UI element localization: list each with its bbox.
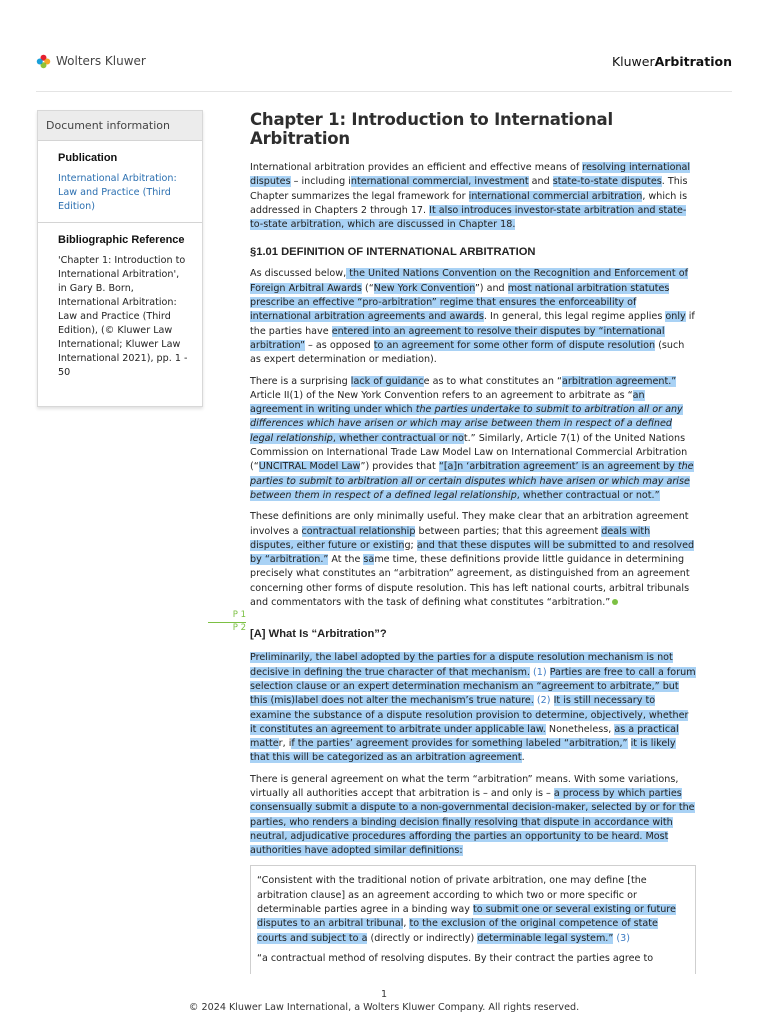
highlighted-text: the parties to submit to arbitration all or certain disputes which have arisen or which may arise between them in respect of a defined legal relationship: [250, 461, 694, 501]
highlighted-text: New York Convention: [373, 282, 475, 294]
highlighted-text: entered into an agreement to resolve their disputes by “international arbitration”: [250, 325, 665, 351]
highlighted-text: international commercial arbitration: [468, 190, 643, 202]
text-run: e as to what constitutes an “: [423, 375, 563, 387]
text-run: ”) and: [474, 282, 508, 294]
text-run: ”) provides that: [360, 461, 439, 473]
page-footer: [0, 988, 768, 1014]
highlighted-text: nternational commercial, investment: [350, 176, 529, 188]
wolters-kluwer-logo-icon: [36, 54, 51, 69]
product-bold: Arbitration: [654, 53, 732, 69]
highlighted-text: it is likely that this will be categorized as an arbitration agreement: [250, 738, 676, 764]
brand-logo[interactable]: [36, 54, 146, 69]
text-run: t.” Similarly, Article 7(1) of the United Nations Commission on International Trade Law Model Law on International Commercial Arbitration (“: [250, 432, 688, 473]
paragraph-4: [250, 651, 696, 765]
text-run: (such as expert determination or mediation).: [250, 339, 685, 366]
bibliographic-section: [38, 222, 202, 388]
highlighted-text: UNCITRAL Model Law: [258, 461, 361, 473]
text-run: ,: [403, 918, 410, 930]
highlighted-text: lack of guidanc: [350, 375, 424, 387]
subheading: [A] What Is “Arbitration”?: [250, 628, 387, 641]
highlighted-text: to submit one or several existing or future disputes to an arbitral tribunal: [257, 904, 676, 930]
top-bar: [36, 48, 732, 74]
text-run: These definitions are only minimally useful. They make clear that an arbitration agreement involves a: [250, 511, 689, 537]
footnote-link[interactable]: (2): [533, 695, 554, 707]
text-run: “a contractual method of resolving disputes. By their contract the parties agree to: [257, 952, 654, 964]
brand-name: Wolters Kluwer: [56, 54, 146, 68]
highlighted-text: the parties undertake to submit to arbitration all or any differences which have arisen or which may arise between them in respect of a defined legal relationship: [250, 404, 683, 444]
text-run: As discussed below,: [250, 268, 347, 280]
highlighted-text: as a practical matte: [250, 723, 679, 750]
text-run: There is a surprising: [250, 375, 351, 387]
text-run: g;: [404, 539, 417, 551]
highlighted-text: deals with disputes, either future or existin: [250, 525, 651, 551]
highlighted-text: sa: [363, 554, 375, 566]
highlighted-text: Preliminarily, the label adopted by the parties for a dispute resolution mechanism is not decisive in defining the true character of that mechanism.: [250, 652, 673, 678]
text-run: (directly or indirectly): [367, 932, 478, 944]
page-fade: [236, 974, 768, 988]
text-run: Article II(1) of the New York Convention refers to an agreement to arbitrate as “: [250, 389, 633, 401]
intro-paragraph: [250, 161, 696, 232]
publication-section: [38, 141, 202, 222]
highlighted-text: to the exclusion of the original competence of state courts and subject to a: [257, 918, 658, 944]
blockquote: [250, 865, 696, 975]
paragraph-1: [250, 267, 696, 367]
page-marker: [208, 610, 246, 634]
quote-1: [257, 874, 688, 945]
highlighted-text: a process by which parties consensually submit a dispute to a non-governmental decision-maker, selected by or for the parties, who renders a binding decision finally resolving that dispute in accordance with neutral, adjudicative procedures affording the parties an opportunity to be heard. Most authorities have adopted similar definitions:: [250, 787, 695, 857]
highlighted-text: Parties are free to call a forum selection clause or an expert determination mechanism an “agreement to arbitrate,” but this (mis)label does not alter the mechanism’s true nature.: [250, 666, 696, 707]
text-run: me time, these definitions provide little guidance in determining precisely what constitutes an “arbitration” agreement, as distinguished from an agreement concerning other forms of dispute resolution. This has left national courts, arbitral tribunals and commentators with the task of defining what constitutes “arbitration.”: [250, 554, 690, 609]
highlighted-text: the United Nations Convention on the Recognition and Enforcement of Foreign Arbitral Awards: [250, 268, 688, 294]
document-info-heading[interactable]: Document information: [38, 111, 202, 141]
text-run: r, i: [278, 738, 292, 750]
page-break-dot-icon: [612, 599, 618, 605]
highlighted-text: , whether contractual or not.”: [516, 489, 660, 501]
document-body: [250, 110, 696, 975]
paragraph-2: [250, 375, 696, 504]
section-heading: §1.01 DEFINITION OF INTERNATIONAL ARBITRATION: [250, 246, 536, 259]
footnote-link[interactable]: (1): [530, 666, 550, 678]
text-run: There is general agreement on what the term “arbitration” means. With some variations, virtually all authorities accept that arbitration is – and only is –: [250, 773, 679, 799]
highlighted-text: contractual relationship: [301, 525, 416, 537]
footnote-link[interactable]: (3): [613, 932, 630, 944]
page-marker-p2: P 2: [208, 622, 246, 634]
highlighted-text: state-to-state disputes: [552, 176, 662, 188]
highlighted-text: an agreement in writing under which: [250, 389, 645, 416]
document-info-panel: [37, 110, 203, 407]
text-run: . In general, this legal regime applies: [483, 311, 666, 323]
highlighted-text: It also introduces investor-state arbitration and state-to-state arbitration, which are discussed in Chapter 18.: [250, 204, 687, 231]
text-run: , which is addressed in Chapters 2 through 17.: [250, 190, 688, 216]
text-run: between parties; that this agreement: [415, 525, 602, 537]
text-run: .: [521, 752, 525, 764]
header-divider: [36, 91, 732, 92]
highlighted-text: and that these disputes will be submitted to and resolved by “arbitration.”: [250, 539, 695, 566]
highlighted-text: determinable legal system.”: [477, 932, 614, 944]
bibliographic-reference: 'Chapter 1: Introduction to International Arbitration', in Gary B. Born, International Arbitration: Law and Practice (Third Edition), (© Kluwer Law International; Kluwer Law International 2021), pp. 1 - 50: [58, 255, 188, 378]
highlighted-text: , whether contractual or no: [332, 432, 464, 444]
text-run: At the: [328, 554, 364, 566]
text-run: . This Chapter summarizes the legal framework for: [250, 176, 688, 202]
chapter-title: Chapter 1: Introduction to International Arbitration: [250, 110, 613, 148]
highlighted-text: to an agreement for some other form of dispute resolution: [373, 339, 656, 351]
paragraph-5: [250, 773, 696, 859]
text-run: “Consistent with the traditional notion of private arbitration, one may define [the arbitration clause] as an agreement according to which two or more specific or determinable parties agree in a binding way: [257, 875, 647, 916]
publication-title: Publication: [58, 152, 118, 164]
paragraph-3-text: [250, 511, 694, 608]
text-run: Nonetheless,: [545, 723, 615, 735]
highlighted-text: n agreement to arbitrate under applicable law.: [321, 723, 546, 735]
highlighted-text: resolving international disputes: [250, 162, 691, 188]
paragraph-3: [250, 510, 696, 610]
product-prefix: Kluwer: [611, 53, 655, 69]
text-run: (“: [361, 282, 374, 294]
page-number: 1: [380, 989, 388, 1000]
copyright: © 2024 Kluwer Law International, a Wolters Kluwer Company. All rights reserved.: [188, 1002, 580, 1013]
highlighted-text: “[a]n ‘arbitration agreement’ is an agreement by: [438, 461, 678, 473]
highlighted-text: It is still necessary to examine the substance of a dispute resolution provision to determine, objectively, whether it constitutes a: [250, 695, 689, 735]
bibliographic-title: Bibliographic Reference: [58, 234, 185, 246]
highlighted-text: arbitration agreement.”: [562, 375, 677, 387]
text-run: and: [528, 176, 553, 188]
text-run: International arbitration provides an efficient and effective means of: [250, 162, 583, 173]
highlighted-text: only: [665, 311, 686, 323]
product-name[interactable]: [612, 54, 732, 69]
page-marker-p1: P 1: [232, 610, 246, 620]
highlighted-text: most national arbitration statutes prescribe an effective “pro-arbitration” regime that ensures the enforceability of international arbitration agreements and awards: [250, 282, 670, 323]
text-run: – including i: [290, 176, 351, 188]
text-run: – as opposed: [305, 339, 374, 351]
text-run: if the parties have: [250, 311, 695, 337]
publication-link[interactable]: International Arbitration: Law and Practice (Third Edition): [58, 173, 177, 212]
quote-2: [257, 952, 688, 966]
highlighted-text: f the parties’ agreement provides for something labeled “arbitration,”: [291, 738, 628, 750]
